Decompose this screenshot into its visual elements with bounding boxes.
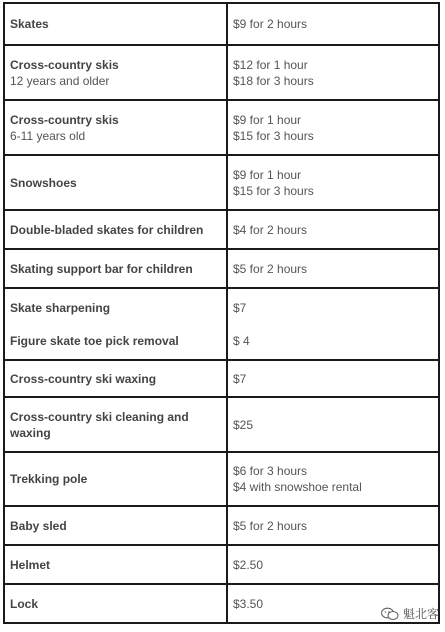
item-name: Skating support bar for children: [10, 261, 193, 276]
price-cell: [227, 45, 439, 100]
price-line: $7: [233, 371, 247, 386]
item-name: Lock: [10, 596, 39, 611]
price-line: $18 for 3 hours: [233, 73, 314, 88]
item-name: Helmet: [10, 557, 51, 572]
price-line: $9 for 2 hours: [233, 17, 308, 31]
rental-rates-table: [3, 2, 440, 624]
price-cell: [227, 288, 439, 360]
price-line: $4 with snowshoe rental: [233, 480, 362, 494]
price-line: $7: [233, 300, 247, 315]
item-name: Cross-country ski cleaning and waxing: [10, 409, 189, 440]
table-row: [4, 397, 439, 452]
watermark-text: 魁北客: [402, 607, 439, 621]
price-line: $6 for 3 hours: [233, 464, 308, 478]
item-name: Skates: [10, 17, 49, 31]
table-row: [4, 452, 439, 506]
price-line: $15 for 3 hours: [233, 183, 314, 198]
price-cell: [227, 249, 439, 288]
item-name: Figure skate toe pick removal: [10, 333, 179, 348]
table-row: [4, 506, 439, 545]
item-cell: [4, 584, 227, 623]
price-cell: [227, 452, 439, 506]
price-cell: [227, 155, 439, 210]
item-name: Trekking pole: [10, 472, 88, 486]
table-row: [4, 155, 439, 210]
item-cell: [4, 360, 227, 397]
item-cell: [4, 288, 227, 360]
item-cell: [4, 545, 227, 584]
price-line: $25: [233, 417, 254, 432]
watermark: [380, 605, 439, 622]
price-cell: [227, 360, 439, 397]
item-name: Cross-country skis: [10, 57, 119, 72]
item-note: 12 years and older: [10, 73, 110, 88]
price-cell: [227, 100, 439, 155]
item-cell: [4, 506, 227, 545]
table-row: [4, 3, 439, 45]
item-note: 6-11 years old: [10, 128, 86, 143]
item-cell: [4, 210, 227, 249]
item-cell: [4, 155, 227, 210]
price-line: $9 for 1 hour: [233, 167, 302, 182]
table-row: [4, 584, 439, 623]
item-name: Baby sled: [10, 518, 67, 533]
item-cell: [4, 249, 227, 288]
price-cell: [227, 545, 439, 584]
item-name: Double-bladed skates for children: [10, 222, 204, 237]
table-row: [4, 288, 439, 360]
item-cell: [4, 397, 227, 452]
wechat-icon: [380, 607, 400, 621]
price-cell: [227, 3, 439, 45]
price-line: $4 for 2 hours: [233, 222, 308, 237]
table-row: [4, 360, 439, 397]
item-cell: [4, 452, 227, 506]
item-cell: [4, 45, 227, 100]
price-line: $9 for 1 hour: [233, 112, 302, 127]
price-line: $2.50: [233, 557, 264, 572]
item-cell: [4, 3, 227, 45]
table-row: [4, 249, 439, 288]
price-line: $ 4: [233, 333, 250, 348]
price-line: $15 for 3 hours: [233, 128, 314, 143]
item-name: Snowshoes: [10, 175, 77, 190]
item-name: Cross-country skis: [10, 112, 119, 127]
table-row: [4, 100, 439, 155]
item-name: Skate sharpening: [10, 300, 111, 315]
price-line: $3.50: [233, 596, 264, 611]
table-row: [4, 545, 439, 584]
item-name: Cross-country ski waxing: [10, 371, 157, 386]
price-line: $5 for 2 hours: [233, 518, 308, 533]
price-cell: [227, 210, 439, 249]
table-row: [4, 210, 439, 249]
price-cell: [227, 397, 439, 452]
item-cell: [4, 100, 227, 155]
price-line: $12 for 1 hour: [233, 57, 308, 72]
price-line: $5 for 2 hours: [233, 261, 308, 276]
table-row: [4, 45, 439, 100]
price-cell: [227, 506, 439, 545]
